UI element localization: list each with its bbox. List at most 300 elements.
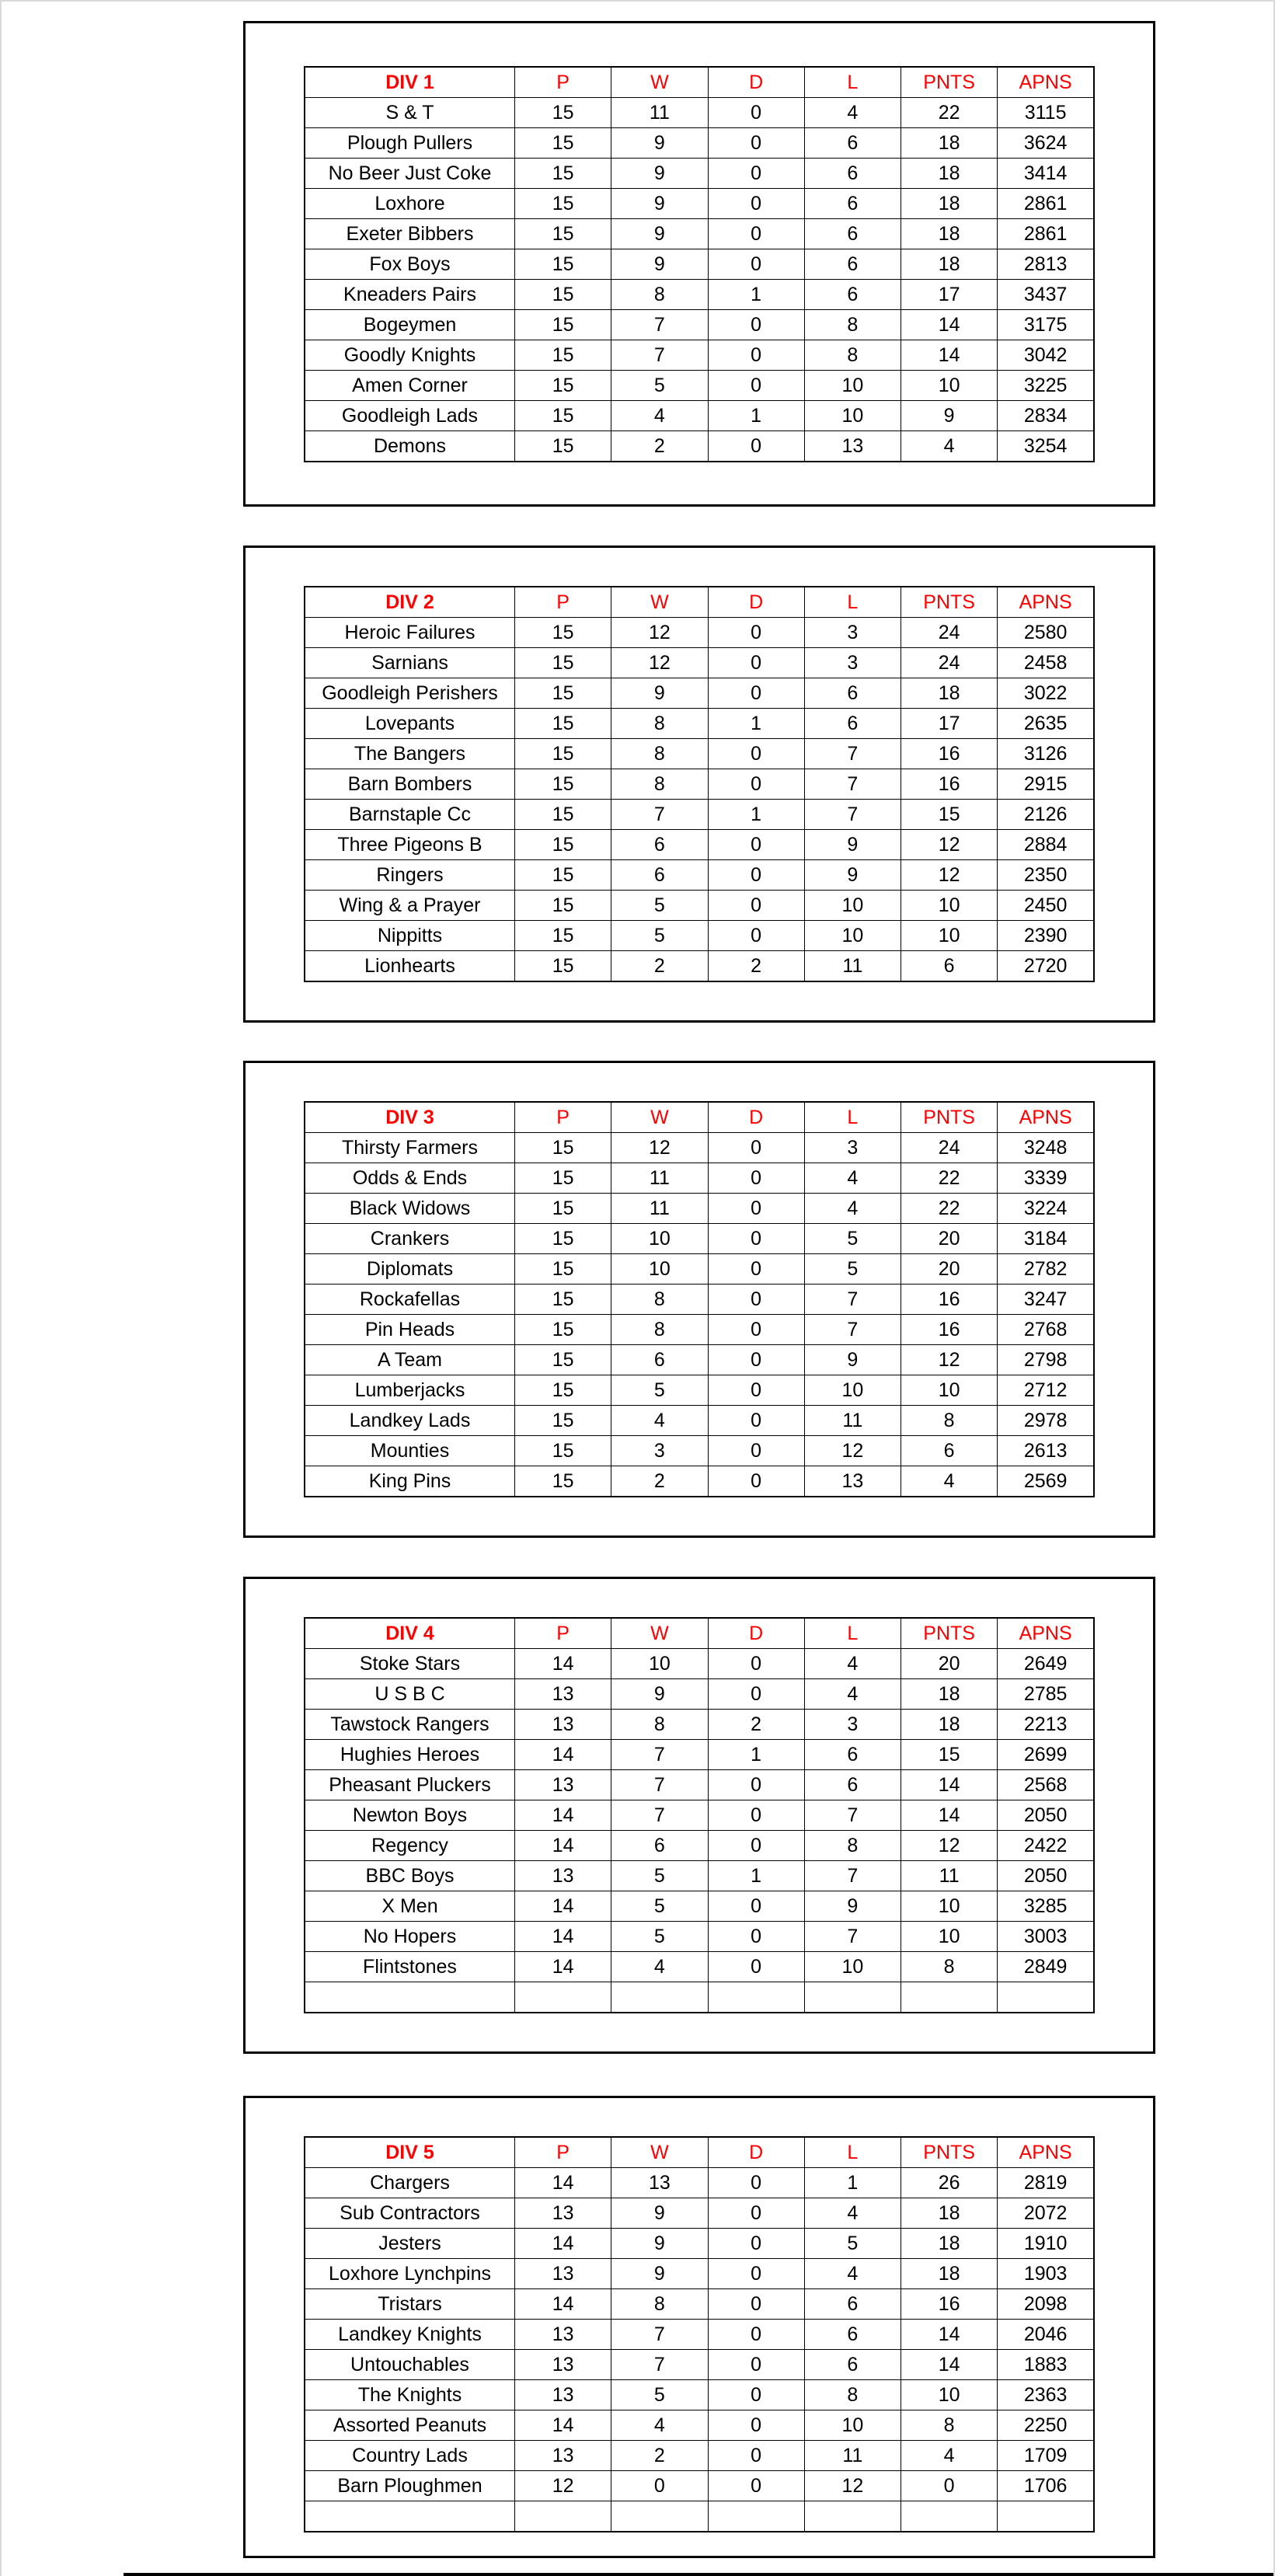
stat-cell: 0 bbox=[708, 2410, 804, 2441]
stat-cell: 2046 bbox=[998, 2320, 1094, 2350]
team-name-cell: X Men bbox=[305, 1891, 515, 1922]
table-row bbox=[305, 678, 1094, 709]
stat-cell: 17 bbox=[901, 709, 998, 739]
column-header-d: D bbox=[708, 2137, 804, 2168]
stat-cell: 24 bbox=[901, 648, 998, 678]
stat-cell: 0 bbox=[708, 891, 804, 921]
stat-cell: 2 bbox=[708, 1710, 804, 1740]
stat-cell: 3247 bbox=[998, 1285, 1094, 1315]
stat-cell: 11 bbox=[611, 1163, 708, 1194]
team-name-cell: Barn Ploughmen bbox=[305, 2471, 515, 2501]
stat-cell: 9 bbox=[611, 128, 708, 159]
team-name-cell: King Pins bbox=[305, 1466, 515, 1497]
team-name-cell: Chargers bbox=[305, 2168, 515, 2198]
team-name-cell: Loxhore bbox=[305, 189, 515, 219]
table-row bbox=[305, 371, 1094, 401]
stat-cell: 2861 bbox=[998, 219, 1094, 249]
stat-cell: 2884 bbox=[998, 830, 1094, 860]
stat-cell: 2861 bbox=[998, 189, 1094, 219]
stat-cell: 2819 bbox=[998, 2168, 1094, 2198]
column-header-d: D bbox=[708, 587, 804, 618]
stat-cell: 2569 bbox=[998, 1466, 1094, 1497]
table-row bbox=[305, 2380, 1094, 2410]
stat-cell: 3 bbox=[611, 1436, 708, 1466]
stat-cell: 1706 bbox=[998, 2471, 1094, 2501]
column-header-p: P bbox=[515, 1618, 611, 1649]
stat-cell: 13 bbox=[515, 1861, 611, 1891]
stat-cell: 15 bbox=[515, 830, 611, 860]
table-row bbox=[305, 1740, 1094, 1770]
stat-cell: 12 bbox=[901, 830, 998, 860]
team-name-cell: Regency bbox=[305, 1831, 515, 1861]
table-row bbox=[305, 310, 1094, 340]
stat-cell: 2768 bbox=[998, 1315, 1094, 1345]
stat-cell: 13 bbox=[515, 2259, 611, 2289]
stat-cell: 7 bbox=[804, 1922, 901, 1952]
stat-cell: 10 bbox=[901, 2380, 998, 2410]
stat-cell: 0 bbox=[708, 340, 804, 371]
table-row bbox=[305, 2441, 1094, 2471]
stat-cell: 5 bbox=[611, 891, 708, 921]
team-name-cell: S & T bbox=[305, 98, 515, 128]
stat-cell: 8 bbox=[804, 1831, 901, 1861]
stat-cell: 2699 bbox=[998, 1740, 1094, 1770]
column-header-l: L bbox=[804, 67, 901, 98]
stat-cell: 0 bbox=[708, 2380, 804, 2410]
stat-cell: 2580 bbox=[998, 618, 1094, 648]
team-name-cell: Sarnians bbox=[305, 648, 515, 678]
stat-cell: 8 bbox=[901, 1952, 998, 1982]
stat-cell: 0 bbox=[708, 2320, 804, 2350]
stat-cell: 0 bbox=[708, 1163, 804, 1194]
stat-cell: 15 bbox=[515, 1406, 611, 1436]
division-title: DIV 5 bbox=[305, 2137, 515, 2168]
stat-cell: 2050 bbox=[998, 1800, 1094, 1831]
stat-cell: 10 bbox=[901, 1922, 998, 1952]
stat-cell: 0 bbox=[708, 1315, 804, 1345]
stat-cell: 2098 bbox=[998, 2289, 1094, 2320]
table-row bbox=[305, 1649, 1094, 1679]
stat-cell: 9 bbox=[611, 189, 708, 219]
stat-cell: 1 bbox=[708, 800, 804, 830]
stat-cell: 2720 bbox=[998, 951, 1094, 982]
stat-cell: 2649 bbox=[998, 1649, 1094, 1679]
stat-cell: 14 bbox=[515, 1800, 611, 1831]
stat-cell: 9 bbox=[611, 249, 708, 280]
stat-cell: 12 bbox=[611, 618, 708, 648]
header-row bbox=[305, 1618, 1094, 1649]
stat-cell: 0 bbox=[708, 1952, 804, 1982]
stat-cell: 0 bbox=[708, 618, 804, 648]
stat-cell: 4 bbox=[901, 431, 998, 462]
division-2-table bbox=[304, 586, 1095, 982]
division-3-table bbox=[304, 1101, 1095, 1497]
column-header-w: W bbox=[611, 587, 708, 618]
stat-cell: 18 bbox=[901, 2259, 998, 2289]
stat-cell: 2978 bbox=[998, 1406, 1094, 1436]
table-row bbox=[305, 1770, 1094, 1800]
stat-cell: 6 bbox=[804, 2320, 901, 2350]
stat-cell: 12 bbox=[901, 860, 998, 891]
stat-cell: 18 bbox=[901, 678, 998, 709]
team-name-cell: Sub Contractors bbox=[305, 2198, 515, 2229]
stat-cell: 0 bbox=[708, 921, 804, 951]
table-row bbox=[305, 2471, 1094, 2501]
stat-cell: 14 bbox=[901, 1770, 998, 1800]
stat-cell: 3115 bbox=[998, 98, 1094, 128]
team-name-cell bbox=[305, 2501, 515, 2532]
stat-cell: 5 bbox=[611, 1375, 708, 1406]
stat-cell: 6 bbox=[804, 709, 901, 739]
team-name-cell: Crankers bbox=[305, 1224, 515, 1254]
table-row bbox=[305, 1710, 1094, 1740]
column-header-p: P bbox=[515, 1102, 611, 1133]
stat-cell: 0 bbox=[708, 1406, 804, 1436]
stat-cell: 14 bbox=[515, 2168, 611, 2198]
stat-cell: 15 bbox=[515, 431, 611, 462]
stat-cell: 7 bbox=[804, 1315, 901, 1345]
stat-cell: 9 bbox=[611, 2259, 708, 2289]
column-header-l: L bbox=[804, 587, 901, 618]
stat-cell: 14 bbox=[515, 1922, 611, 1952]
stat-cell: 15 bbox=[515, 401, 611, 431]
stat-cell: 10 bbox=[804, 891, 901, 921]
stat-cell: 7 bbox=[804, 769, 901, 800]
stat-cell: 3 bbox=[804, 618, 901, 648]
page-break-rule bbox=[124, 2573, 1273, 2576]
stat-cell: 2213 bbox=[998, 1710, 1094, 1740]
team-name-cell: Mounties bbox=[305, 1436, 515, 1466]
team-name-cell: The Knights bbox=[305, 2380, 515, 2410]
column-header-apns: APNS bbox=[998, 1618, 1094, 1649]
stat-cell: 2568 bbox=[998, 1770, 1094, 1800]
stat-cell: 5 bbox=[611, 371, 708, 401]
stat-cell: 0 bbox=[708, 2441, 804, 2471]
stat-cell: 0 bbox=[708, 2350, 804, 2380]
stat-cell: 15 bbox=[515, 1466, 611, 1497]
stat-cell: 22 bbox=[901, 98, 998, 128]
stat-cell bbox=[804, 2501, 901, 2532]
stat-cell: 13 bbox=[515, 1710, 611, 1740]
stat-cell: 15 bbox=[515, 1163, 611, 1194]
stat-cell: 15 bbox=[515, 1315, 611, 1345]
stat-cell: 26 bbox=[901, 2168, 998, 2198]
team-name-cell: Goodleigh Lads bbox=[305, 401, 515, 431]
stat-cell: 10 bbox=[804, 1952, 901, 1982]
stat-cell: 6 bbox=[804, 2350, 901, 2380]
stat-cell: 0 bbox=[708, 371, 804, 401]
table-row bbox=[305, 98, 1094, 128]
stat-cell: 3248 bbox=[998, 1133, 1094, 1163]
column-header-p: P bbox=[515, 587, 611, 618]
division-5-panel bbox=[243, 2096, 1155, 2558]
stat-cell: 6 bbox=[804, 1740, 901, 1770]
stat-cell: 7 bbox=[804, 1800, 901, 1831]
stat-cell: 11 bbox=[804, 2441, 901, 2471]
stat-cell: 6 bbox=[804, 249, 901, 280]
stat-cell: 0 bbox=[708, 1375, 804, 1406]
table-row bbox=[305, 1224, 1094, 1254]
table-row bbox=[305, 1285, 1094, 1315]
stat-cell: 8 bbox=[611, 769, 708, 800]
stat-cell: 15 bbox=[901, 800, 998, 830]
stat-cell: 15 bbox=[515, 769, 611, 800]
stat-cell: 8 bbox=[611, 1710, 708, 1740]
stat-cell: 10 bbox=[901, 891, 998, 921]
column-header-l: L bbox=[804, 2137, 901, 2168]
stat-cell: 3339 bbox=[998, 1163, 1094, 1194]
table-row bbox=[305, 648, 1094, 678]
stat-cell bbox=[515, 1982, 611, 2013]
team-name-cell: Loxhore Lynchpins bbox=[305, 2259, 515, 2289]
stat-cell: 3224 bbox=[998, 1194, 1094, 1224]
stat-cell: 2635 bbox=[998, 709, 1094, 739]
stat-cell: 0 bbox=[708, 2198, 804, 2229]
stat-cell: 18 bbox=[901, 128, 998, 159]
stat-cell: 5 bbox=[804, 1254, 901, 1285]
stat-cell: 0 bbox=[708, 310, 804, 340]
stat-cell: 1 bbox=[708, 709, 804, 739]
column-header-d: D bbox=[708, 67, 804, 98]
table-row bbox=[305, 1375, 1094, 1406]
stat-cell: 15 bbox=[515, 739, 611, 769]
header-row bbox=[305, 67, 1094, 98]
table-row bbox=[305, 1163, 1094, 1194]
stat-cell: 10 bbox=[901, 1891, 998, 1922]
stat-cell: 0 bbox=[708, 1194, 804, 1224]
stat-cell: 10 bbox=[611, 1649, 708, 1679]
stat-cell: 3 bbox=[804, 1133, 901, 1163]
stat-cell: 7 bbox=[611, 1740, 708, 1770]
stat-cell: 1 bbox=[708, 401, 804, 431]
team-name-cell: Black Widows bbox=[305, 1194, 515, 1224]
stat-cell: 4 bbox=[611, 2410, 708, 2441]
team-name-cell: Barn Bombers bbox=[305, 769, 515, 800]
stat-cell bbox=[708, 2501, 804, 2532]
stat-cell: 0 bbox=[708, 769, 804, 800]
team-name-cell: Heroic Failures bbox=[305, 618, 515, 648]
stat-cell: 0 bbox=[901, 2471, 998, 2501]
table-row bbox=[305, 739, 1094, 769]
team-name-cell: Wing & a Prayer bbox=[305, 891, 515, 921]
team-name-cell: Demons bbox=[305, 431, 515, 462]
stat-cell: 3414 bbox=[998, 159, 1094, 189]
column-header-pnts: PNTS bbox=[901, 1618, 998, 1649]
stat-cell: 18 bbox=[901, 2229, 998, 2259]
stat-cell: 15 bbox=[515, 1345, 611, 1375]
table-row bbox=[305, 2198, 1094, 2229]
stat-cell: 16 bbox=[901, 2289, 998, 2320]
division-3-panel bbox=[243, 1061, 1155, 1538]
table-row bbox=[305, 1952, 1094, 1982]
team-name-cell: Three Pigeons B bbox=[305, 830, 515, 860]
stat-cell: 2050 bbox=[998, 1861, 1094, 1891]
stat-cell: 9 bbox=[611, 2229, 708, 2259]
team-name-cell: Plough Pullers bbox=[305, 128, 515, 159]
team-name-cell: Diplomats bbox=[305, 1254, 515, 1285]
stat-cell: 2450 bbox=[998, 891, 1094, 921]
stat-cell: 1903 bbox=[998, 2259, 1094, 2289]
stat-cell: 0 bbox=[708, 739, 804, 769]
stat-cell: 2422 bbox=[998, 1831, 1094, 1861]
league-tables-page bbox=[243, 2, 1155, 2558]
stat-cell: 20 bbox=[901, 1254, 998, 1285]
table-row bbox=[305, 1982, 1094, 2013]
stat-cell: 7 bbox=[611, 340, 708, 371]
stat-cell: 13 bbox=[515, 2350, 611, 2380]
stat-cell: 13 bbox=[804, 1466, 901, 1497]
stat-cell: 0 bbox=[708, 1649, 804, 1679]
table-row bbox=[305, 1800, 1094, 1831]
stat-cell: 9 bbox=[611, 1679, 708, 1710]
table-row bbox=[305, 340, 1094, 371]
table-row bbox=[305, 830, 1094, 860]
stat-cell: 15 bbox=[515, 1254, 611, 1285]
column-header-pnts: PNTS bbox=[901, 67, 998, 98]
stat-cell: 7 bbox=[611, 2320, 708, 2350]
table-row bbox=[305, 2350, 1094, 2380]
stat-cell: 8 bbox=[611, 739, 708, 769]
stat-cell: 0 bbox=[708, 1436, 804, 1466]
stat-cell: 14 bbox=[515, 1831, 611, 1861]
stat-cell: 2 bbox=[611, 2441, 708, 2471]
table-row bbox=[305, 1436, 1094, 1466]
stat-cell: 20 bbox=[901, 1649, 998, 1679]
table-row bbox=[305, 1679, 1094, 1710]
stat-cell: 15 bbox=[515, 951, 611, 982]
stat-cell: 12 bbox=[804, 1436, 901, 1466]
stat-cell: 13 bbox=[515, 2380, 611, 2410]
stat-cell: 14 bbox=[515, 1952, 611, 1982]
table-row bbox=[305, 249, 1094, 280]
stat-cell: 15 bbox=[515, 921, 611, 951]
stat-cell: 12 bbox=[901, 1345, 998, 1375]
column-header-apns: APNS bbox=[998, 2137, 1094, 2168]
stat-cell bbox=[804, 1982, 901, 2013]
table-row bbox=[305, 951, 1094, 982]
table-row bbox=[305, 219, 1094, 249]
stat-cell bbox=[901, 2501, 998, 2532]
stat-cell: 0 bbox=[708, 1800, 804, 1831]
stat-cell: 15 bbox=[515, 1194, 611, 1224]
stat-cell: 2782 bbox=[998, 1254, 1094, 1285]
stat-cell: 18 bbox=[901, 1710, 998, 1740]
stat-cell: 9 bbox=[611, 2198, 708, 2229]
column-header-l: L bbox=[804, 1102, 901, 1133]
stat-cell: 6 bbox=[804, 1770, 901, 1800]
stat-cell: 18 bbox=[901, 219, 998, 249]
stat-cell: 10 bbox=[804, 921, 901, 951]
table-row bbox=[305, 280, 1094, 310]
table-row bbox=[305, 189, 1094, 219]
stat-cell: 0 bbox=[708, 2259, 804, 2289]
team-name-cell: A Team bbox=[305, 1345, 515, 1375]
team-name-cell: Fox Boys bbox=[305, 249, 515, 280]
stat-cell: 9 bbox=[901, 401, 998, 431]
stat-cell: 9 bbox=[804, 830, 901, 860]
team-name-cell: Hughies Heroes bbox=[305, 1740, 515, 1770]
stat-cell: 4 bbox=[611, 401, 708, 431]
stat-cell: 0 bbox=[708, 678, 804, 709]
stat-cell: 10 bbox=[804, 401, 901, 431]
table-row bbox=[305, 1254, 1094, 1285]
stat-cell: 5 bbox=[611, 1861, 708, 1891]
stat-cell: 2712 bbox=[998, 1375, 1094, 1406]
team-name-cell: Nippitts bbox=[305, 921, 515, 951]
stat-cell: 22 bbox=[901, 1163, 998, 1194]
table-row bbox=[305, 401, 1094, 431]
team-name-cell: Newton Boys bbox=[305, 1800, 515, 1831]
team-name-cell: Exeter Bibbers bbox=[305, 219, 515, 249]
stat-cell: 15 bbox=[515, 618, 611, 648]
division-4-panel bbox=[243, 1577, 1155, 2054]
stat-cell: 2798 bbox=[998, 1345, 1094, 1375]
stat-cell: 5 bbox=[804, 1224, 901, 1254]
stat-cell: 15 bbox=[515, 128, 611, 159]
team-name-cell: Pheasant Pluckers bbox=[305, 1770, 515, 1800]
team-name-cell: Barnstaple Cc bbox=[305, 800, 515, 830]
stat-cell: 3126 bbox=[998, 739, 1094, 769]
stat-cell: 10 bbox=[804, 2410, 901, 2441]
table-row bbox=[305, 709, 1094, 739]
stat-cell: 7 bbox=[611, 2350, 708, 2380]
stat-cell: 8 bbox=[611, 1315, 708, 1345]
stat-cell: 16 bbox=[901, 739, 998, 769]
table-row bbox=[305, 2320, 1094, 2350]
stat-cell: 15 bbox=[515, 371, 611, 401]
team-name-cell: Landkey Knights bbox=[305, 2320, 515, 2350]
column-header-w: W bbox=[611, 1102, 708, 1133]
stat-cell: 18 bbox=[901, 159, 998, 189]
stat-cell: 2072 bbox=[998, 2198, 1094, 2229]
stat-cell: 15 bbox=[515, 340, 611, 371]
stat-cell: 8 bbox=[804, 2380, 901, 2410]
stat-cell bbox=[901, 1982, 998, 2013]
stat-cell: 3022 bbox=[998, 678, 1094, 709]
stat-cell: 7 bbox=[804, 800, 901, 830]
stat-cell: 0 bbox=[708, 1224, 804, 1254]
header-row bbox=[305, 2137, 1094, 2168]
stat-cell: 0 bbox=[708, 860, 804, 891]
stat-cell: 4 bbox=[804, 1194, 901, 1224]
stat-cell: 12 bbox=[804, 2471, 901, 2501]
column-header-apns: APNS bbox=[998, 587, 1094, 618]
stat-cell: 0 bbox=[611, 2471, 708, 2501]
stat-cell: 0 bbox=[708, 1345, 804, 1375]
team-name-cell: Country Lads bbox=[305, 2441, 515, 2471]
stat-cell: 6 bbox=[804, 219, 901, 249]
team-name-cell: Lovepants bbox=[305, 709, 515, 739]
table-row bbox=[305, 1315, 1094, 1345]
team-name-cell: No Beer Just Coke bbox=[305, 159, 515, 189]
stat-cell: 3285 bbox=[998, 1891, 1094, 1922]
stat-cell: 1910 bbox=[998, 2229, 1094, 2259]
stat-cell: 8 bbox=[901, 2410, 998, 2441]
header-row bbox=[305, 587, 1094, 618]
stat-cell: 18 bbox=[901, 2198, 998, 2229]
stat-cell: 3254 bbox=[998, 431, 1094, 462]
stat-cell: 0 bbox=[708, 2168, 804, 2198]
team-name-cell: The Bangers bbox=[305, 739, 515, 769]
team-name-cell: Lumberjacks bbox=[305, 1375, 515, 1406]
stat-cell: 7 bbox=[804, 1285, 901, 1315]
division-4-table bbox=[304, 1617, 1095, 2013]
table-row bbox=[305, 800, 1094, 830]
team-name-cell: U S B C bbox=[305, 1679, 515, 1710]
stat-cell: 5 bbox=[611, 1922, 708, 1952]
stat-cell: 2363 bbox=[998, 2380, 1094, 2410]
stat-cell: 3624 bbox=[998, 128, 1094, 159]
